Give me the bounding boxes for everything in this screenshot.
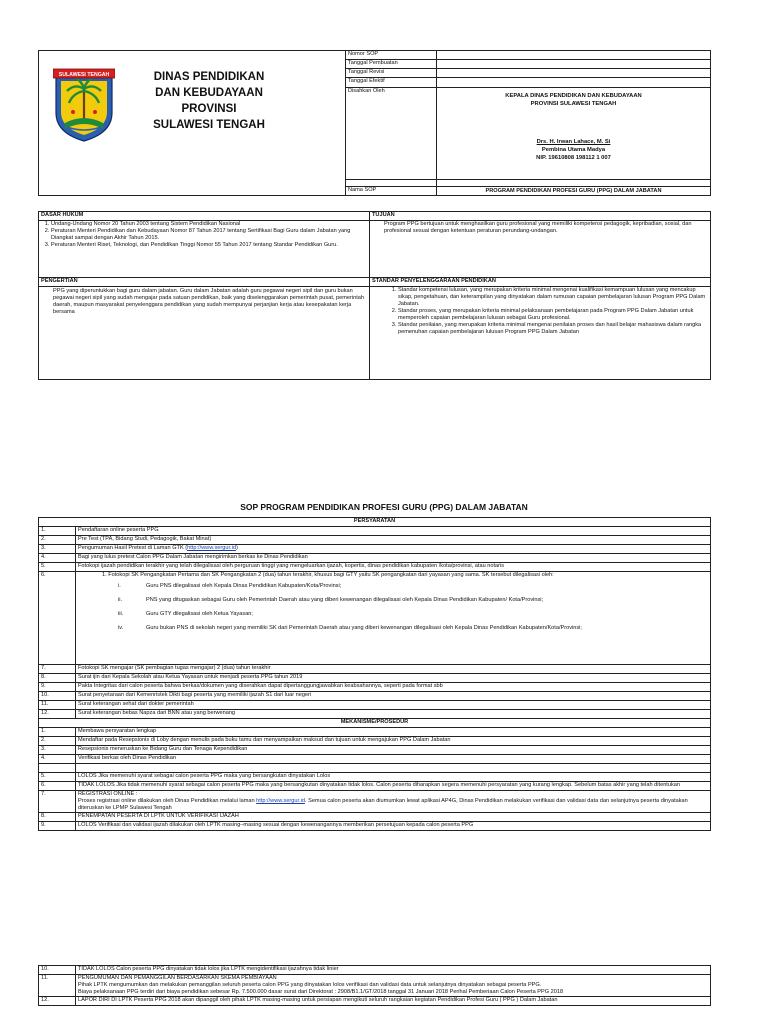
spacer-cell — [346, 179, 437, 186]
list-item: 3. Peraturan Menteri Riset, Teknologi, dan Pendidikan Tinggi Nomor 55 Tahun 2017 tentang Standar Pendidikan Guru. — [51, 242, 367, 249]
office-identity-cell — [39, 51, 346, 196]
row-heading: PENGUMUMAN DAN PEMANGGILAN BERDASARKAN SKEMA PEMBIAYAAN — [78, 975, 277, 981]
table-row — [39, 665, 711, 674]
row-number: 4. — [39, 755, 76, 764]
table-row — [39, 996, 711, 1005]
table-row — [39, 683, 711, 692]
approver-name: Drs. H. Irwan Lahace, M. Si — [536, 138, 611, 145]
row-text-part: . Semua calon peserta akan diumumkan lewat aplikasi AP4G, Dinas Pendidikan melakukan verifikasi dan validasi data dan selanjutnya peserta dinyatakan diteruskan ke LPMP Sulawesi Tengah — [78, 797, 688, 811]
tujuan-cell — [370, 221, 711, 278]
table-row — [39, 782, 711, 791]
row-text: Fotokopi ijazah pendidikan terakhir yang telah dilegalisasi oleh perguruan tinggi yang mengeluarkan ijazah, kopertis, dinas pendidikan kabupaten /kota/provinsi, atau notaris — [76, 563, 711, 572]
field-value — [437, 60, 711, 69]
mekanisme-heading: MEKANISME/PROSEDUR — [39, 719, 711, 728]
table-row — [39, 755, 711, 764]
row-text: Pakta Integritas dari calon peserta bahwa berkas/dokumen yang diserahkan dapat dipertanggungjawabkan keabsahannya, seperti pada format sbb — [76, 683, 711, 692]
row-number: 4. — [39, 554, 76, 563]
row-text: LOLOS Verifikasi dan validasi ijazah dilakukan oleh LPTK masing–masing sesuai dengan kewenangannya memberikan persetujuan kepada calon peserta PPG — [76, 821, 711, 830]
table-row — [39, 975, 711, 997]
approver-title: PROVINSI SULAWESI TENGAH — [530, 100, 617, 107]
table-row — [39, 527, 711, 536]
row-text: Membawa persyaratan lengkap — [76, 728, 711, 737]
row-body — [78, 798, 708, 812]
province-emblem-icon — [53, 67, 115, 143]
list-item: 2. Peraturan Menteri Pendidikan dan Kebudayaan Nomor 87 Tahun 2017 tentang Sertifikasi Bagi Guru dalam Jabatan yang Diangkat sampai dengan Akhir Tahun 2015. — [51, 228, 367, 242]
row-text: Surat ijin dari Kepala Sekolah atau Ketua Yayasan untuk menjadi peserta PPG tahun 2019 — [76, 674, 711, 683]
tujuan-heading: TUJUAN — [370, 212, 711, 221]
office-line: DAN KEBUDAYAAN — [155, 87, 263, 99]
table-row — [39, 966, 711, 975]
row-text — [76, 545, 711, 554]
row-number: 12. — [39, 710, 76, 719]
row-text-part: Pengumuman Hasil Pretest di Laman GTK ( — [78, 545, 188, 551]
persyaratan-heading: PERSYARATAN — [39, 518, 711, 527]
sop-header-table — [38, 50, 711, 196]
row-spacer — [76, 764, 711, 773]
list-item: 2. Standar proses, yang merupakan kriteria minimal pelaksanaan pembelajaran pada Program PPG Dalam Jabatan untuk memperoleh capaian pembelajaran lulusan sebagai Guru profesional. — [398, 308, 708, 322]
row-number: 8. — [39, 674, 76, 683]
sergur-link[interactable]: http://www.sergur.id — [256, 797, 305, 804]
sergur-link[interactable]: http://www.sergur.id — [187, 545, 236, 551]
table-row — [39, 554, 711, 563]
row-number: 12. — [39, 996, 76, 1005]
table-row — [39, 728, 711, 737]
table-row — [39, 821, 711, 830]
table-row — [39, 791, 711, 813]
approver-cell — [437, 87, 711, 179]
row-text: Surat keterangan bebas Napza dari BNN atau yang berwenang — [76, 710, 711, 719]
table-row — [39, 710, 711, 719]
sk-intro: 1. Fotokopi SK Pengangkatan Pertama dan SK Pengangkatan 2 (dua) tahun terakhir, khusus bagi GTY yaitu SK pengangkatan dari yayasan yang sama. SK tersebut dilegalisasi oleh: — [102, 572, 554, 578]
row-number: 11. — [39, 701, 76, 710]
row-number: 10. — [39, 966, 76, 975]
row-text: Fotokopi SK mengajar (SK pembagian tugas mengajar) 2 (dua) tahun terakhir — [76, 665, 711, 674]
row-number: 6. — [39, 782, 76, 791]
approved-by-label: Disahkan Oleh — [346, 87, 437, 179]
row-text: Bagi yang lulus pretest Calon PPG Dalam Jabatan mengirimkan berkas ke Dinas Pendidikan — [76, 554, 711, 563]
approver-nip: NIP. 19610808 198112 1 007 — [536, 154, 611, 161]
field-value — [437, 69, 711, 78]
row-number: 5. — [39, 773, 76, 782]
field-value — [437, 51, 711, 60]
table-row — [39, 563, 711, 572]
office-name — [129, 69, 289, 133]
pengertian-heading: PENGERTIAN — [39, 278, 370, 287]
list-item — [118, 583, 708, 590]
row-number: 9. — [39, 821, 76, 830]
list-item: 3. Standar penilaian, yang merupakan kriteria minimal mengenai penilaian proses dan hasil belajar mahasiswa dalam rangka pemenuhan capaian pembelajaran lulusan Program PPG Dalam Jabatan — [398, 322, 708, 336]
item-text: Guru bukan PNS di sekolah negeri yang memiliki SK dari Pemerintah Daerah atau yang diberi kewenangan dilegalisasi oleh Kepala Dinas Pendidikan Kabupaten/Kota/Provinsi; — [146, 624, 582, 631]
row-text-part: Proses registrasi online dilakukan oleh Dinas Pendidikan melalui laman — [78, 797, 257, 804]
row-number: 11. — [39, 975, 76, 997]
sop-name-value: PROGRAM PENDIDIKAN PROFESI GURU (PPG) DALAM JABATAN — [437, 186, 711, 195]
row-heading: REGISTRASI ONLINE : — [78, 791, 138, 797]
office-line: SULAWESI TENGAH — [153, 119, 265, 131]
row-text — [76, 572, 711, 665]
table-row — [39, 572, 711, 665]
item-text: PNS yang ditugaskan sebagai Guru oleh Pemerintah Daerah atau yang diberi kewenangan dilegalisasi oleh Kepala Dinas Pendidikan Kabupaten/ Kota/Provinsi; — [146, 596, 544, 603]
row-text: Surat keterangan sehat dari dokter pemerintah — [76, 701, 711, 710]
row-number: 5. — [39, 563, 76, 572]
item-text: Guru GTY dilegalisasi oleh Ketua Yayasan; — [146, 610, 253, 617]
item-number: iv. — [118, 624, 124, 631]
row-number: 1. — [39, 728, 76, 737]
row-number: 3. — [39, 545, 76, 554]
row-text: TIDAK LOLOS Calon peserta PPG dinyatakan tidak lolos jika LPTK mengidentifikasi ijazahnya tidak linier — [76, 966, 711, 975]
table-row — [39, 764, 711, 773]
sop-continuation-table — [38, 965, 711, 1006]
row-text: Mendaftar pada Resepsionis di Loby dengan menulis pada buku tamu dan menyampaikan maksud dan tujuan untuk mengajukan PPG Dalam Jabatan — [76, 737, 711, 746]
list-item — [118, 625, 708, 632]
row-text: Resepsionis meneruskan ke Bidang Guru dan Tenaga Kependidikan — [76, 746, 711, 755]
tujuan-text: Program PPG bertujuan untuk menghasilkan guru profesional yang memiliki kompetensi pedagogik, kepribadian, sosial, dan profesional sesuai dengan ketentuan peraturan perundang-undangan. — [384, 221, 692, 234]
row-number: 3. — [39, 746, 76, 755]
item-number: i. — [118, 582, 121, 589]
field-label: Tanggal Pembuatan — [346, 60, 437, 69]
item-number: ii. — [118, 596, 123, 603]
table-row — [39, 674, 711, 683]
table-row — [39, 701, 711, 710]
row-text: Surat penyetaraan dari Kemenristek Dikti bagi peserta yang memiliki ijazah S1 dari luar negeri — [76, 692, 711, 701]
sop-name-label: Nama SOP — [346, 186, 437, 195]
legal-basis-table — [38, 211, 711, 380]
approver-title: KEPALA DINAS PENDIDIKAN DAN KEBUDAYAAN — [505, 92, 642, 99]
list-item — [118, 611, 708, 618]
table-row — [39, 812, 711, 821]
logo-banner-text: SULAWESI TENGAH — [58, 71, 110, 78]
row-number: 8. — [39, 812, 76, 821]
row-text: Pendaftaran online peserta PPG — [76, 527, 711, 536]
table-row — [39, 536, 711, 545]
row-text: Verifikasi berkas oleh Dinas Pendidikan — [76, 755, 711, 764]
standar-heading: STANDAR PENYELENGGARAAN PENDIDIKAN — [370, 278, 711, 287]
field-label: Tanggal Efektif — [346, 78, 437, 87]
row-number: 10. — [39, 692, 76, 701]
table-row — [39, 746, 711, 755]
row-number: 9. — [39, 683, 76, 692]
standar-list — [372, 287, 708, 336]
row-spacer — [39, 764, 76, 773]
row-text — [76, 791, 711, 813]
table-row — [39, 545, 711, 554]
item-number: iii. — [118, 610, 124, 617]
list-item: 1. Undang-Undang Nomor 20 Tahun 2003 tentang Sistem Pendidikan Nasional — [51, 221, 367, 228]
row-body: Biaya pelaksanaan PPG terdiri dari biaya pendidikan sebesar Rp. 7.500.000 dasar surat dari Direktorat : 2908/B1.1/GT/2018 tanggal 31 Januari 2018 Perihal Pemberiaan Calon Peserta PPG 2018 — [78, 988, 564, 995]
row-text: LAPOR DIRI DI LPTK Peserta PPG 2018 akan dipanggil oleh pihak LPTK masing-masing untuk persiapan mengikuti seluruh rangkaian kegiatan Pendidikan Profesi Guru ( PPG ) Dalam Jabatan — [76, 996, 711, 1005]
row-text: TIDAK LOLOS Jika tidak memenuhi syarat sebagai calon peserta PPG maka yang bersangkutan dinyatakan tidak lolos. Calon peserta diharapkan segera memenuhi persyaratan yang kurang lengkap. Sebelum batas akhir yang telah ditentukan — [76, 782, 711, 791]
row-number: 2. — [39, 536, 76, 545]
legalization-list — [118, 583, 708, 632]
sop-procedure-table — [38, 517, 711, 831]
spacer-cell — [437, 179, 711, 186]
dasar-hukum-heading: DASAR HUKUM — [39, 212, 370, 221]
dasar-hukum-cell — [39, 221, 370, 278]
field-value — [437, 78, 711, 87]
row-body: Pihak LPTK mengumumkan dan melakukan pemanggilan seluruh peserta calon PPG yang dinyatakan lolos verifikasi dan validasi data untuk selanjutnya dinyatakan sebagai peserta PPG. — [78, 981, 542, 988]
row-number: 1. — [39, 527, 76, 536]
row-text: PENEMPATAN PESERTA DI LPTK UNTUK VERIFIKASI IJAZAH — [76, 812, 711, 821]
row-text-part: ) — [235, 545, 238, 551]
table-row — [39, 737, 711, 746]
item-text: Guru PNS dilegalisasi oleh Kepala Dinas Pendidikan Kabupaten/Kota/Provinsi; — [146, 582, 342, 589]
page-title: SOP PROGRAM PENDIDIKAN PROFESI GURU (PPG) DALAM JABATAN — [240, 502, 528, 512]
table-row — [39, 773, 711, 782]
row-number: 2. — [39, 737, 76, 746]
office-line: DINAS PENDIDIKAN — [153, 71, 265, 83]
table-row — [39, 692, 711, 701]
row-number: 7. — [39, 665, 76, 674]
field-label: Nomor SOP — [346, 51, 437, 60]
approver-rank: Pembina Utama Madya — [541, 146, 606, 153]
standar-cell — [370, 287, 711, 380]
row-text: Pre Test (TPA, Bidang Studi, Pedagogik, Bakat Minat) — [76, 536, 711, 545]
row-number: 6. — [39, 572, 76, 665]
row-number: 7. — [39, 791, 76, 813]
row-text: LOLOS Jika memenuhi syarat sebagai calon peserta PPG maka yang bersangkutan dinyatakan Lolos — [76, 773, 711, 782]
list-item — [118, 597, 708, 604]
pengertian-text: PPG yang diperuntukkan bagi guru dalam jabatan. Guru dalam Jabatan adalah guru pegawai negeri sipil dan guru bukan pegawai negeri sipil yang sudah mengajar pada satuan pendidikan, baik yang diselenggarakan pemerintah pusat, pemerintah daerah, maupun masyarakat penyelenggara pendidikan yang sudah mempunyai perjanjian kerja atau kesepakatan kerja bersama — [53, 288, 364, 315]
dasar-hukum-list — [41, 221, 367, 249]
pengertian-cell — [39, 287, 370, 380]
office-line: PROVINSI — [181, 103, 237, 115]
list-item: 1. Standar kompetensi lulusan, yang merupakan kriteria minimal mengenai kualifikasi kemampuan lulusan yang mencakup sikap, pengetahuan, dan keterampilan yang dinyatakan dalam rumusan capaian pembelajaran lulusan Program PPG Dalam Jabatan. — [398, 287, 708, 308]
field-label: Tanggal Revisi — [346, 69, 437, 78]
row-text — [76, 975, 711, 997]
